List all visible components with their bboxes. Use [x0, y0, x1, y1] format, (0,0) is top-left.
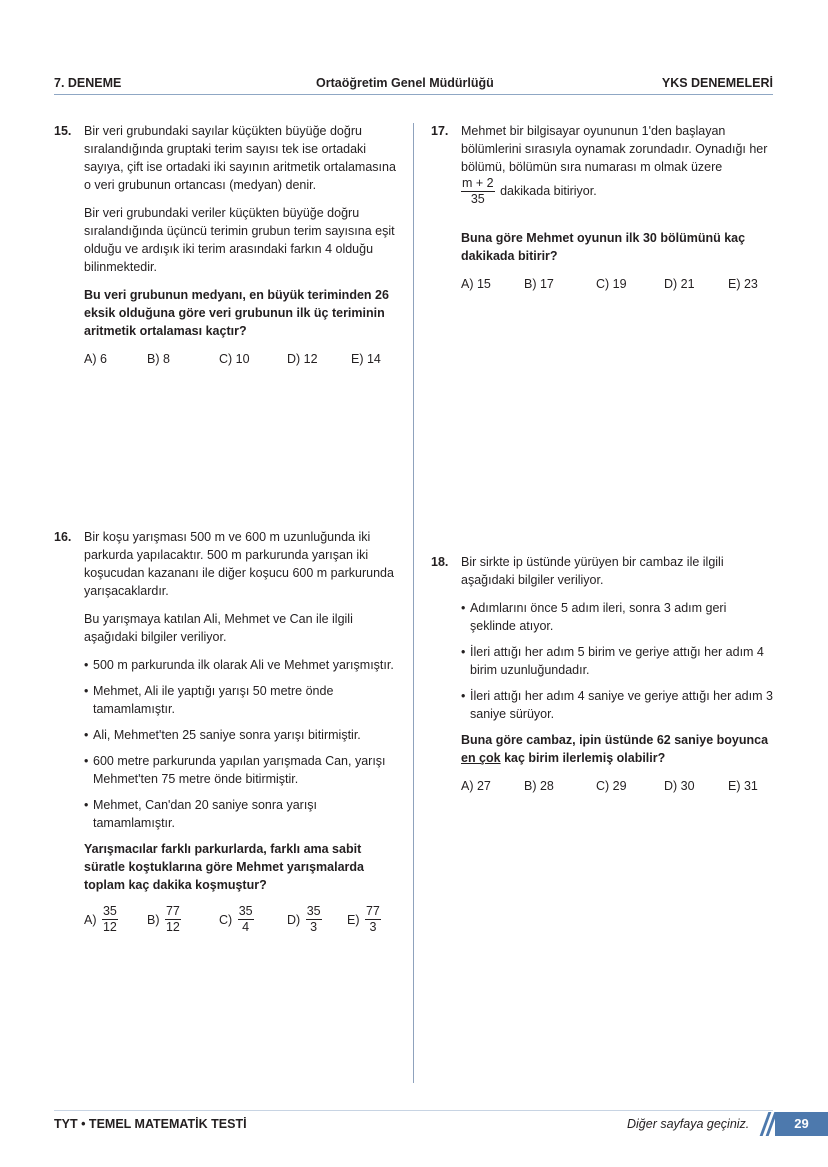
- choice-d[interactable]: D) 21: [664, 277, 695, 291]
- column-divider: [413, 123, 414, 1083]
- question-text: Bir veri grubundaki veriler küçükten büyüğe doğru sıralandığında üçüncü terimin grubun terim sayısına eşit olduğu ve ardışık iki terim arasındaki farkın 4 olduğu bilinmektedir.: [84, 206, 395, 274]
- question-text: Bu yarışmaya katılan Ali, Mehmet ve Can ile ilgili aşağıdaki bilgiler veriliyor.: [84, 612, 353, 644]
- choice-a[interactable]: A) 27: [461, 779, 491, 793]
- emphasis-underline: en çok: [461, 751, 501, 765]
- choice-b[interactable]: B) 17: [524, 277, 554, 291]
- question-text: Bir koşu yarışması 500 m ve 600 m uzunluğunda iki parkurda yapılacaktır. 500 m parkurunda yarışan iki koşucudan kazananı ile diğer koşucu 600 m parkurunda yarışacaklardır.: [84, 530, 394, 598]
- choice-d[interactable]: D) 30: [664, 779, 695, 793]
- choice-b[interactable]: B) 8: [147, 352, 170, 366]
- list-item: • İleri attığı her adım 5 birim ve geriye attığı her adım 4 birim uzunluğundadır.: [461, 645, 764, 677]
- info-list: [461, 599, 773, 723]
- answer-choices: [84, 904, 399, 940]
- exam-title: 7. DENEME: [54, 76, 122, 90]
- answer-choices: [461, 777, 773, 797]
- question-stem: Buna göre cambaz, ipin üstünde 62 saniye boyunca en çok kaç birim ilerlemiş olabilir?: [461, 733, 769, 765]
- question-text: Bir sirkte ip üstünde yürüyen bir cambaz ile ilgili aşağıdaki bilgiler veriliyor.: [461, 555, 724, 587]
- bullet-icon: •: [461, 689, 466, 703]
- bullet-icon: •: [84, 798, 89, 812]
- choice-e[interactable]: E) 23: [728, 277, 758, 291]
- next-page-note: Diğer sayfaya geçiniz.: [627, 1117, 750, 1131]
- bullet-icon: •: [461, 601, 466, 615]
- list-item: • 500 m parkurunda ilk olarak Ali ve Mehmet yarışmıştır.: [84, 658, 394, 672]
- choice-b[interactable]: B) $\frac{77}{12}$: [147, 904, 180, 934]
- question-text: Mehmet bir bilgisayar oyununun 1'den başlayan bölümlerini sırasıyla oynamak zorundadır. Oynadığı her bölümü, bölümün sıra numarası m olmak üzere $\frac{m + 2}{35}$ dakikada bitiriyor.: [461, 124, 768, 206]
- choice-c[interactable]: C) 10: [219, 352, 250, 366]
- question-number: 17.: [431, 124, 449, 138]
- fraction: $\frac{35}{12}$: [102, 904, 117, 934]
- list-item: • Mehmet, Ali ile yaptığı yarışı 50 metre önde tamamlamıştır.: [84, 684, 334, 716]
- fraction: $\frac{77}{3}$: [365, 904, 380, 934]
- series-name: YKS DENEMELERİ: [661, 76, 773, 90]
- bullet-icon: •: [461, 645, 466, 659]
- page-header: [54, 74, 773, 95]
- choice-a[interactable]: A) 15: [461, 277, 491, 291]
- test-name: TYT • TEMEL MATEMATİK TESTİ: [54, 1117, 247, 1131]
- bullet-icon: •: [84, 658, 89, 672]
- fraction: $\frac{m + 2}{35}$: [462, 176, 494, 206]
- list-item: • 600 metre parkurunda yapılan yarışmada Can, yarışı Mehmet'ten 75 metre önde bitirmiştir.: [84, 754, 386, 786]
- choice-c[interactable]: C) $\frac{35}{4}$: [219, 904, 253, 934]
- choice-a[interactable]: A) $\frac{35}{12}$: [84, 904, 117, 934]
- fraction: $\frac{35}{4}$: [238, 904, 253, 934]
- page-number: 29: [775, 1112, 828, 1136]
- bullet-icon: •: [84, 684, 89, 698]
- bullet-icon: •: [84, 728, 89, 742]
- info-list: [84, 656, 399, 832]
- answer-choices: [461, 275, 773, 295]
- fraction: $\frac{35}{3}$: [306, 904, 321, 934]
- choice-d[interactable]: D) $\frac{35}{3}$: [287, 904, 321, 934]
- list-item: • Ali, Mehmet'ten 25 saniye sonra yarışı bitirmiştir.: [84, 728, 361, 742]
- choice-e[interactable]: E) 14: [351, 352, 381, 366]
- choice-c[interactable]: C) 29: [596, 779, 627, 793]
- choice-a[interactable]: A) 6: [84, 352, 107, 366]
- choice-e[interactable]: E) 31: [728, 779, 758, 793]
- publisher-name: Ortaöğretim Genel Müdürlüğü: [316, 76, 494, 90]
- question-number: 18.: [431, 555, 449, 569]
- choice-d[interactable]: D) 12: [287, 352, 318, 366]
- bullet-icon: •: [84, 754, 89, 768]
- fraction: $\frac{77}{12}$: [165, 904, 180, 934]
- question-text: Bir veri grubundaki sayılar küçükten büyüğe doğru sıralandığında gruptaki terim sayısı tek ise ortadaki sayıya, çift ise ortadaki iki sayının aritmetik ortalamasına o veri grubunun ortancası (medyan) denir.: [84, 124, 396, 192]
- question-number: 15.: [54, 124, 72, 138]
- question-stem: Yarışmacılar farklı parkurlarda, farklı ama sabit süratle koştuklarına göre Mehmet yarışmalarda toplam kaç dakika koşmuştur?: [84, 842, 364, 892]
- question-stem: Bu veri grubunun medyanı, en büyük teriminden 26 eksik olduğuna göre veri grubunun ilk üç teriminin aritmetik ortalaması kaçtır?: [84, 288, 389, 338]
- choice-e[interactable]: E) $\frac{77}{3}$: [347, 904, 380, 934]
- choice-c[interactable]: C) 19: [596, 277, 627, 291]
- choice-b[interactable]: B) 28: [524, 779, 554, 793]
- answer-choices: [84, 350, 399, 370]
- list-item: • Mehmet, Can'dan 20 saniye sonra yarışı tamamlamıştır.: [84, 798, 318, 830]
- list-item: • Adımlarını önce 5 adım ileri, sonra 3 adım geri şeklinde atıyor.: [461, 601, 727, 633]
- list-item: • İleri attığı her adım 4 saniye ve geriye attığı her adım 3 saniye sürüyor.: [461, 689, 773, 721]
- footer-rule: [54, 1110, 773, 1111]
- question-number: 16.: [54, 530, 72, 544]
- question-stem: Buna göre Mehmet oyunun ilk 30 bölümünü kaç dakikada bitirir?: [461, 231, 746, 263]
